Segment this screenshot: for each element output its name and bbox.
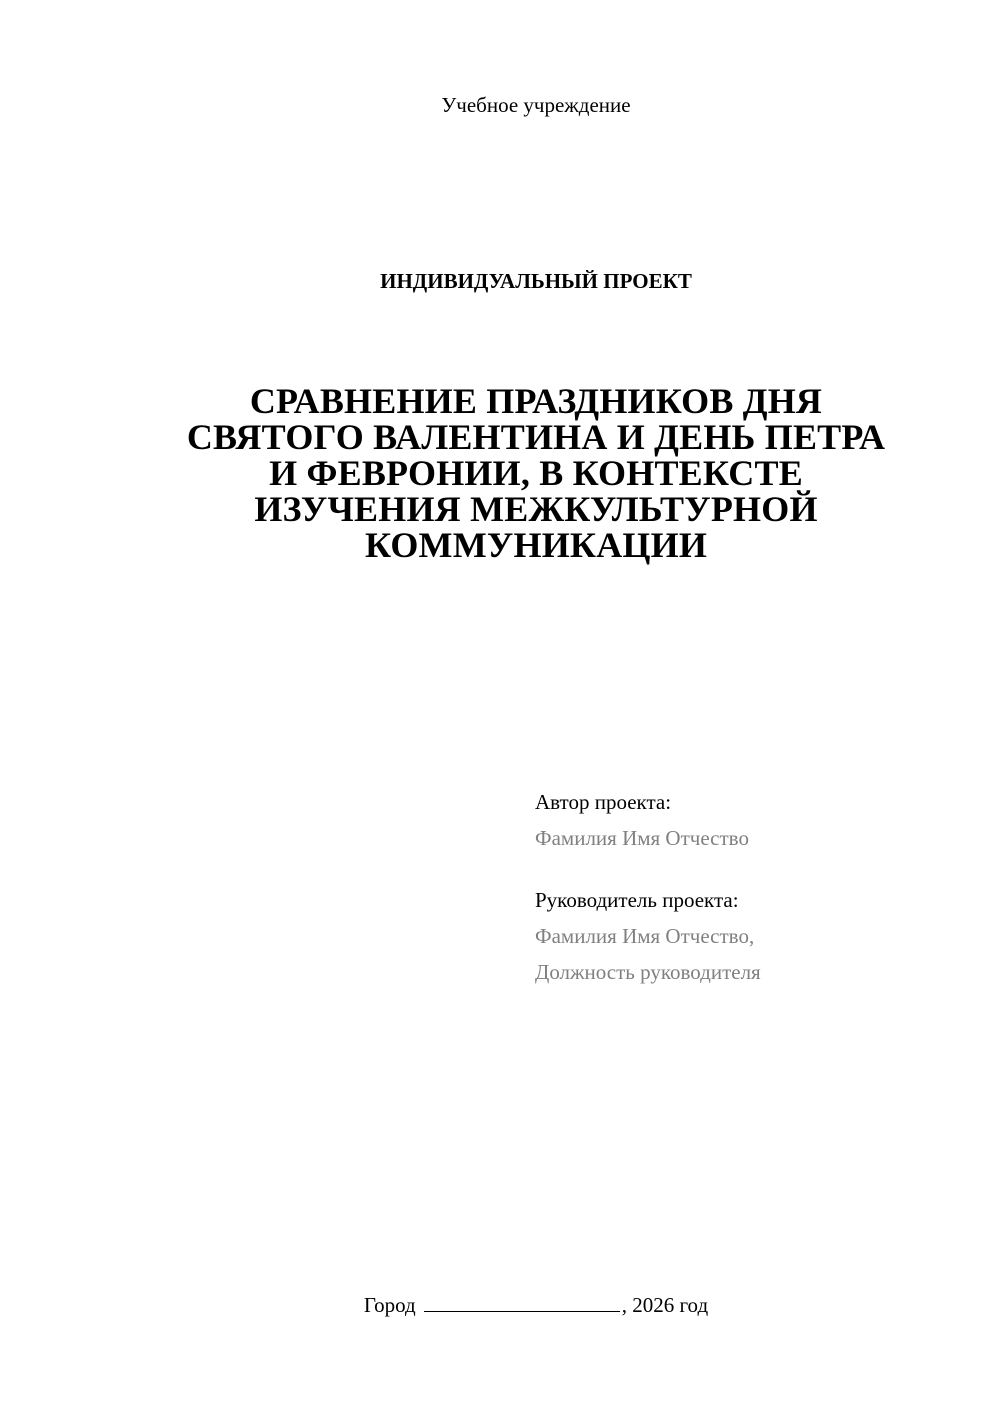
city-label: Город bbox=[363, 1293, 416, 1317]
project-title-line: СРАВНЕНИЕ ПРАЗДНИКОВ ДНЯ bbox=[249, 381, 823, 421]
project-info-block bbox=[535, 788, 975, 986]
project-title bbox=[130, 383, 942, 563]
project-title-line: И ФЕВРОНИИ, В КОНТЕКСТЕ bbox=[269, 453, 803, 493]
project-title-line: ИЗУЧЕНИЯ МЕЖКУЛЬТУРНОЙ bbox=[254, 489, 818, 529]
author-name: Фамилия Имя Отчество bbox=[535, 826, 749, 850]
year-text: , 2026 год bbox=[621, 1293, 709, 1317]
info-spacer bbox=[535, 852, 975, 886]
city-blank-line bbox=[424, 1291, 620, 1312]
author-label: Автор проекта: bbox=[535, 790, 672, 814]
supervisor-position: Должность руководителя bbox=[535, 960, 761, 984]
project-type-heading: ИНДИВИДУАЛЬНЫЙ ПРОЕКТ bbox=[380, 269, 692, 293]
supervisor-name: Фамилия Имя Отчество, bbox=[535, 924, 755, 948]
project-title-line: СВЯТОГО ВАЛЕНТИНА И ДЕНЬ ПЕТРА bbox=[186, 417, 886, 457]
supervisor-label: Руководитель проекта: bbox=[535, 888, 739, 912]
footer-city-year bbox=[0, 1291, 1000, 1319]
project-title-line: КОММУНИКАЦИИ bbox=[364, 525, 708, 565]
institution-name: Учебное учреждение bbox=[441, 93, 631, 117]
